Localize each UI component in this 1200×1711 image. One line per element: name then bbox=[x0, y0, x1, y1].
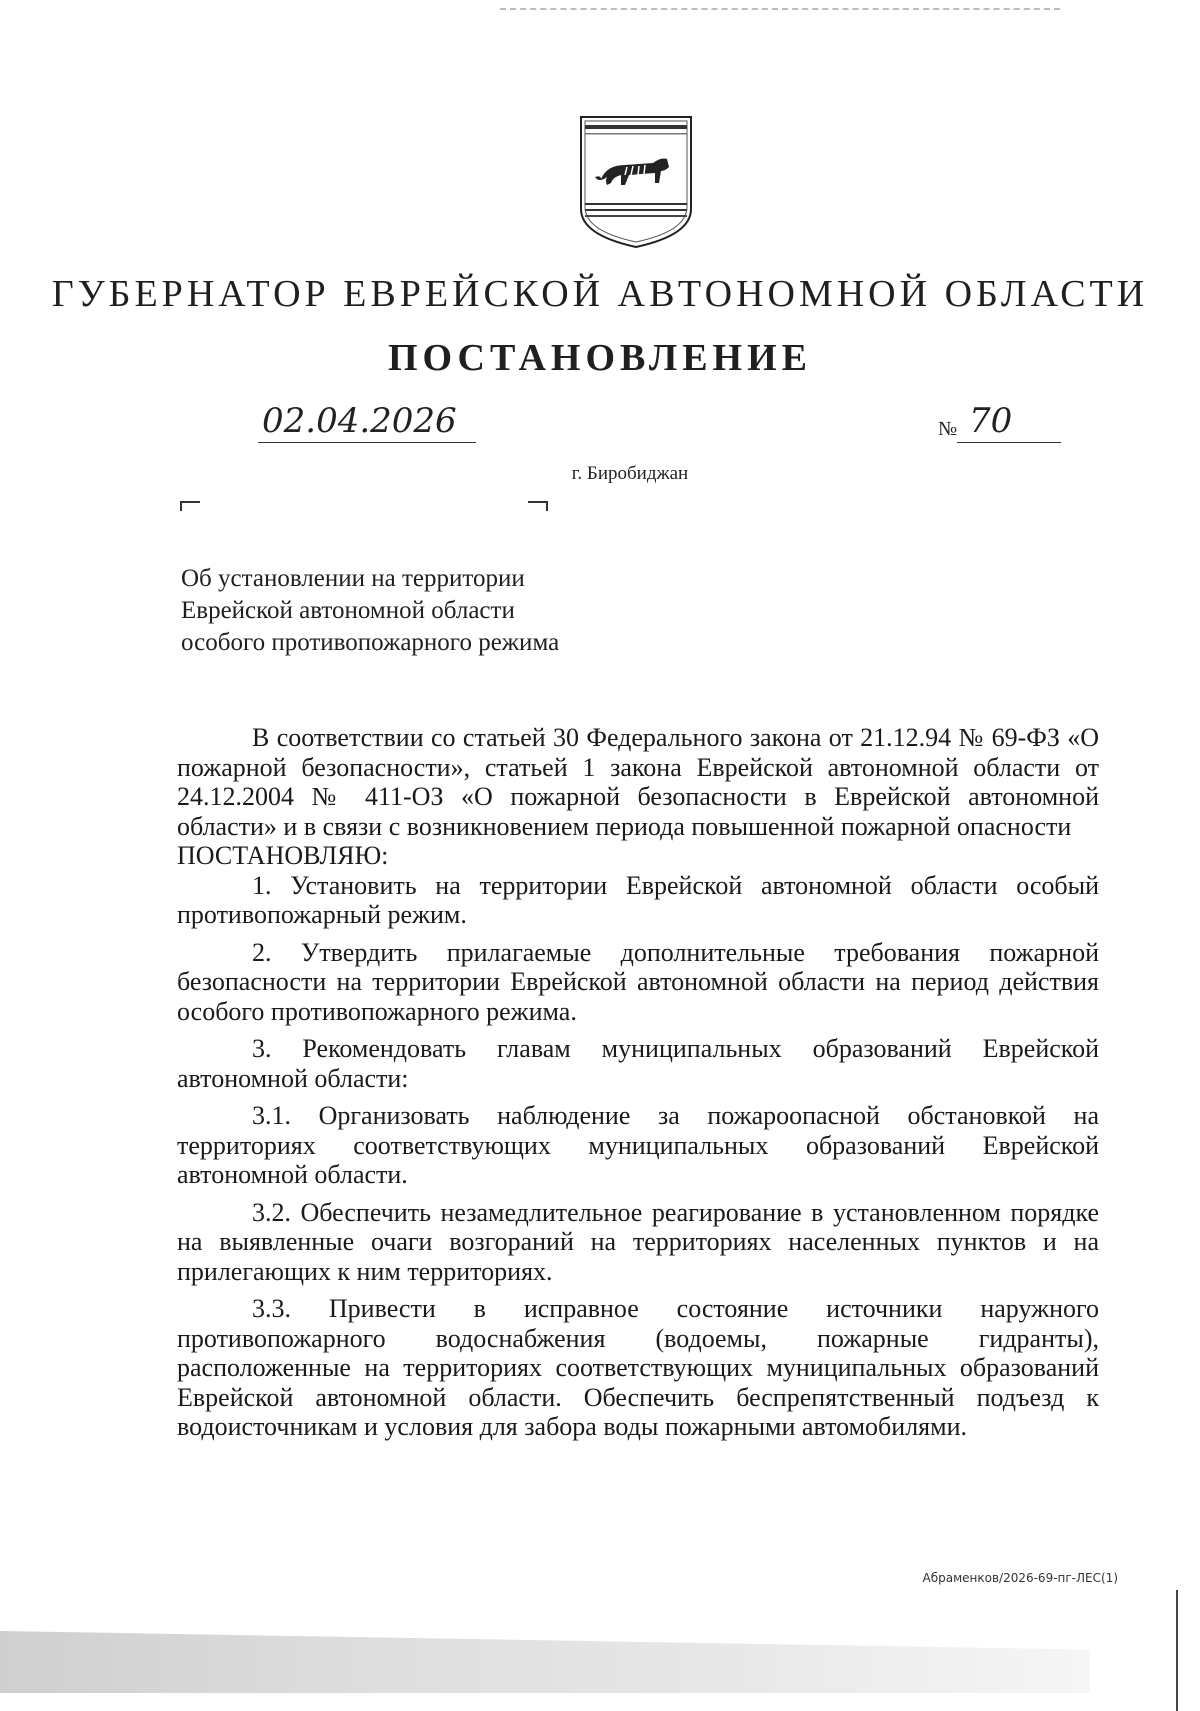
resolve-heading: ПОСТАНОВЛЯЮ: bbox=[177, 841, 389, 870]
subject-bracket-right bbox=[528, 501, 548, 511]
preamble-paragraph: В соответствии со статьей 30 Федерального закона от 21.12.94 № 69-ФЗ «О пожарной безопасности», статьей 1 закона Еврейской автономной области от 24.12.2004 № 411-ОЗ «О пожарной безопасности в Еврейской автономной области» и в связи с возникновением периода повышенной пожарной опасности bbox=[177, 723, 1099, 841]
subject-line: особого противопожарного режима bbox=[181, 629, 560, 656]
decree-item-3: 3. Рекомендовать главам муниципальных образований Еврейской автономной области: bbox=[177, 1034, 1099, 1093]
decree-item-3-3: 3.3. Привести в исправное состояние источники наружного противопожарного водоснабжения (водоемы, пожарные гидранты), расположенные на территориях соответствующих муниципальных образований Еврейской автономной области. Обеспечить беспрепятственный подъезд к водоисточникам и условия для забора воды пожарными автомобилями. bbox=[177, 1294, 1099, 1441]
document-type-title: ПОСТАНОВЛЕНИЕ bbox=[387, 337, 813, 379]
document-subject bbox=[181, 563, 559, 659]
footer-reference: Абраменков/2026-69-пг-ЛЕС(1) bbox=[922, 1571, 1118, 1585]
decree-item-3-1: 3.1. Организовать наблюдение за пожароопасной обстановкой на территориях соответствующих муниципальных образований Еврейской автономной области. bbox=[177, 1101, 1099, 1189]
subject-line: Еврейской автономной области bbox=[181, 597, 515, 624]
handwritten-document-number: 70 bbox=[957, 400, 1061, 443]
scan-artifact-right-edge bbox=[1176, 1590, 1178, 1711]
number-sign: № bbox=[938, 418, 958, 440]
decree-item-3-2: 3.2. Обеспечить незамедлительное реагирование в установленном порядке на выявленные очаги возгораний на территориях населенных пунктов и на прилегающих к ним территориях. bbox=[177, 1197, 1099, 1286]
decree-item-1: 1. Установить на территории Еврейской автономной области особый противопожарный режим. bbox=[177, 870, 1099, 929]
subject-bracket-left bbox=[180, 501, 200, 511]
issuing-authority-title: ГУБЕРНАТОР ЕВРЕЙСКОЙ АВТОНОМНОЙ ОБЛАСТИ bbox=[51, 273, 1149, 315]
coat-of-arms-tiger-icon bbox=[577, 113, 695, 249]
scan-artifact-top bbox=[500, 8, 1060, 10]
city-label: г. Биробиджан bbox=[571, 463, 689, 484]
decree-item-2: 2. Утвердить прилагаемые дополнительные требования пожарной безопасности на территории Еврейской автономной области на период действия особого противопожарного режима. bbox=[177, 937, 1099, 1026]
scan-artifact-bottom bbox=[0, 1631, 1090, 1693]
document-body bbox=[177, 723, 1099, 1442]
subject-line: Об установлении на территории bbox=[181, 565, 525, 592]
handwritten-date: 02.04.2026 bbox=[258, 400, 476, 443]
